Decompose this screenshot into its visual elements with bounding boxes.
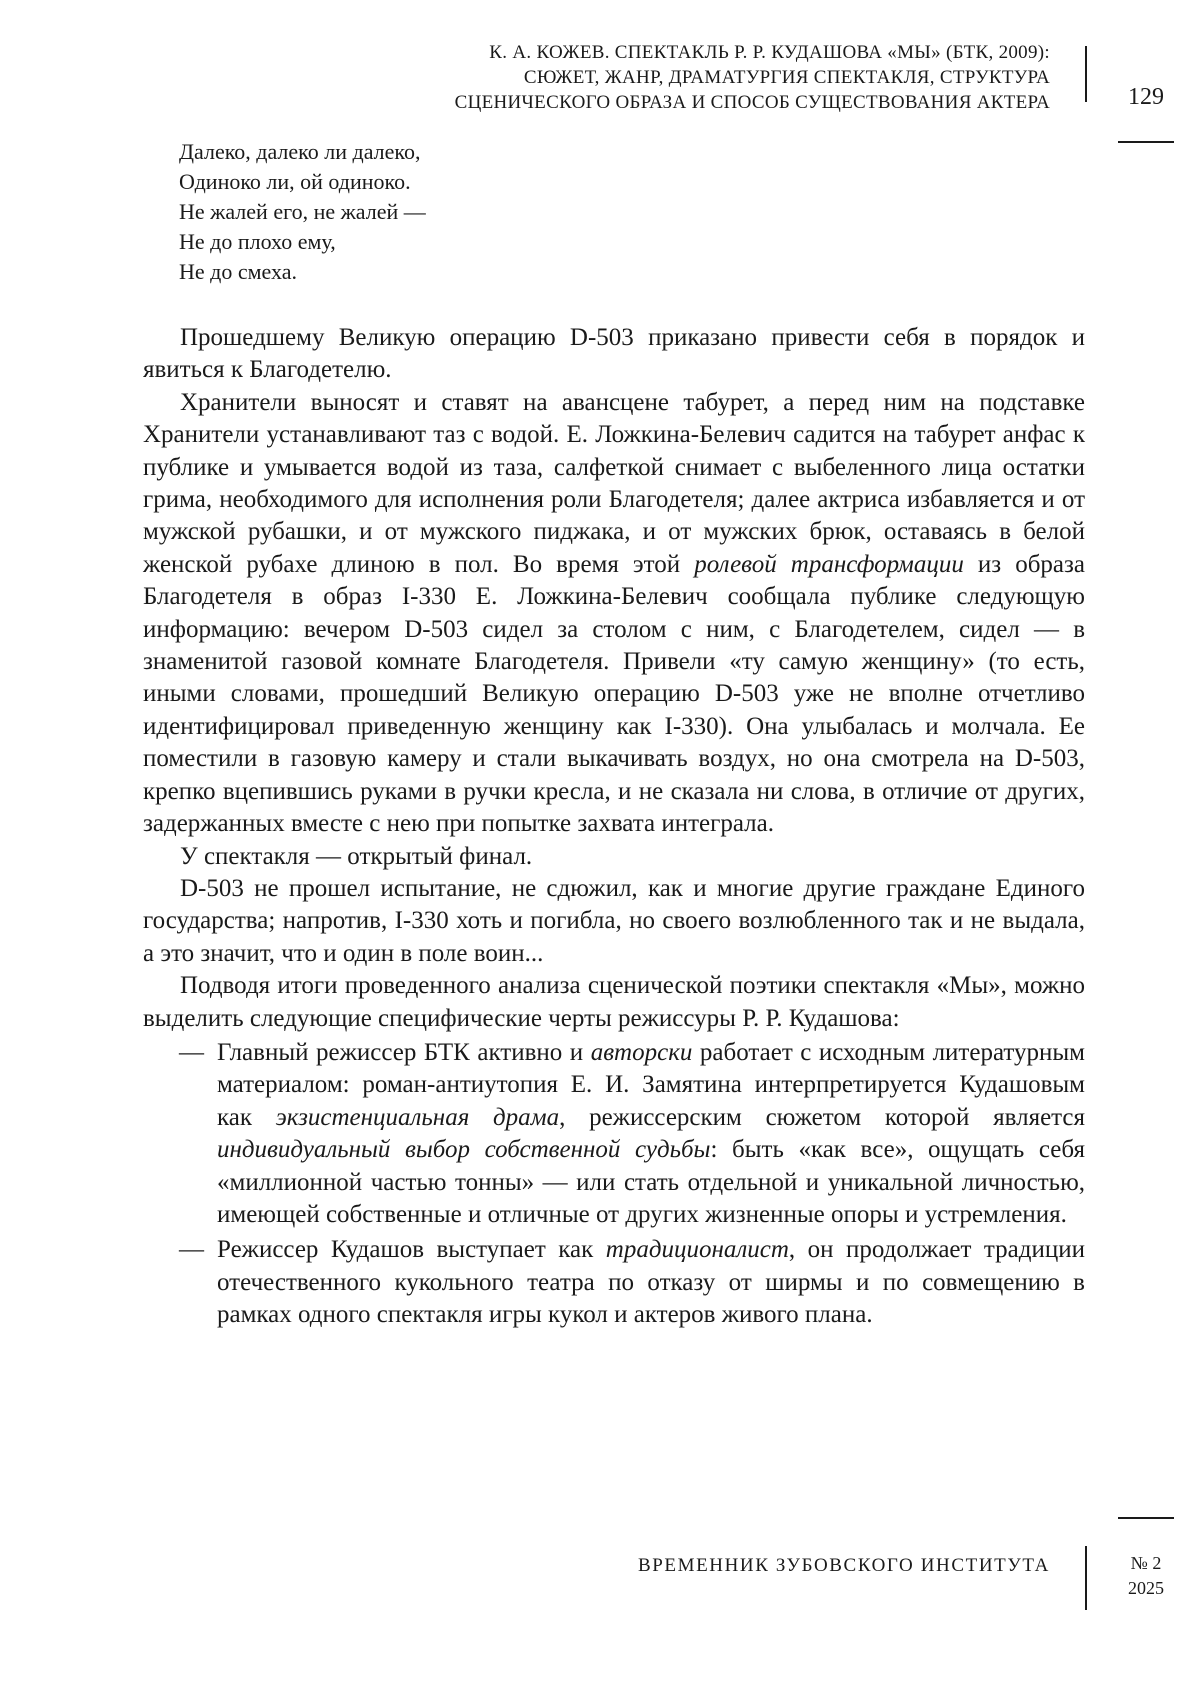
paragraph: D-503 не прошел испытание, не сдюжил, как и многие другие граждане Единого государства; напротив, I-330 хоть и погибла, но своего возлюбленного так и не выдала, а это значит, что и один в поле воин... (143, 874, 1085, 967)
header-vertical-rule (1085, 46, 1087, 102)
footer-vertical-rule (1085, 1546, 1087, 1610)
issue-info (1108, 1551, 1184, 1601)
paragraph: Прошедшему Великую операцию D-503 приказано привести себя в порядок и явиться к Благодетелю. (143, 324, 1085, 384)
list-text: Режиссер Кудашов выступает как (217, 1236, 606, 1264)
paragraph-text: из образа Благодетеля в образ I-330 Е. Ложкина-Белевич сообщала публике следующую информацию: вечером D-503 сидел за столом с ним, с Благодетелем, сидел — в знаменитой газовой комнате Благодетеля. Привели «ту самую женщину» (то есть, иными словами, прошедший Великую операцию D-503 уже не вполне отчетливо идентифицировал приведенную женщину как I-330). Она улыбалась и молчала. Ее поместили в газовую камеру и стали выкачивать воздух, но она смотрела на D-503, крепко вцепившись руками в ручки кресла, и не сказала ни слова, в отличие от других, задержанных вместе с нею при попытке захвата интеграла. (143, 550, 1085, 838)
poem-line: Одиноко ли, ой одиноко. (179, 169, 411, 194)
list-dash: — (179, 1038, 204, 1066)
italic-term: авторски (590, 1038, 693, 1066)
poem-line: Далеко, далеко ли далеко, (179, 139, 421, 164)
issue-year: 2025 (1128, 1578, 1164, 1598)
list-text: : быть «как все», ощущать себя «миллионной частью тонны» — или стать отдельной и уникальной личностью, имеющей собственные и отличные от других жизненные опоры и устремления. (217, 1136, 1085, 1228)
poem-line: Не до смеха. (179, 259, 297, 284)
italic-term: индивидуальный выбор собственной судьбы (217, 1136, 711, 1164)
running-header-line: К. А. КОЖЕВ. СПЕКТАКЛЬ Р. Р. КУДАШОВА «МЫ» (БТК, 2009): (489, 42, 1050, 63)
article-body (143, 322, 1085, 1335)
italic-term: ролевой трансформации (694, 550, 964, 578)
paragraph-text: Хранители выносят и ставят на авансцене табурет, а перед ним на подставке Хранители устанавливают таз с водой. Е. Ложкина-Белевич садится на табурет анфас к публике и умывается водой из таза, салфеткой снимает с выбеленного лица остатки грима, необходимого для исполнения роли Благодетеля; далее актриса избавляется и от мужской рубашки, и от мужского пиджака, и от мужских брюк, оставаясь в белой женской рубахе длиною в пол. Во время этой (143, 388, 1085, 578)
page-number-rule (1118, 141, 1174, 143)
poem-block (179, 137, 426, 287)
paragraph: У спектакля — открытый финал. (180, 842, 533, 870)
journal-title: ВРЕМЕННИК ЗУБОВСКОГО ИНСТИТУТА (637, 1555, 1050, 1576)
running-header-line: СЦЕНИЧЕСКОГО ОБРАЗА И СПОСОБ СУЩЕСТВОВАНИЯ АКТЕРА (454, 92, 1050, 113)
running-header (290, 40, 1050, 115)
paragraph: Подводя итоги проведенного анализа сценической поэтики спектакля «Мы», можно выделить следующие специфические черты режиссуры Р. Р. Кудашова: (143, 972, 1085, 1032)
poem-line: Не жалей его, не жалей — (179, 199, 426, 224)
running-header-line: СЮЖЕТ, ЖАНР, ДРАМАТУРГИЯ СПЕКТАКЛЯ, СТРУКТУРА (523, 67, 1050, 88)
list-item (143, 1234, 1085, 1331)
conclusions-list (143, 1037, 1085, 1332)
italic-term: традиционалист (605, 1236, 789, 1264)
paragraph (143, 387, 1085, 841)
italic-term: экзистенциальная драма (275, 1103, 560, 1131)
list-text: Главный режиссер БТК активно и (217, 1038, 591, 1066)
list-text: , он продолжает традиции отечественного кукольного театра по отказу от ширмы и по совмещению в рамках одного спектакля игры кукол и актеров живого плана. (217, 1236, 1085, 1329)
footer-rule (1118, 1517, 1174, 1519)
poem-line: Не до плохо ему, (179, 229, 336, 254)
list-dash: — (179, 1236, 204, 1264)
list-text: , режиссерским сюжетом которой является (559, 1103, 1085, 1131)
page-number: 129 (1128, 84, 1164, 110)
list-item (143, 1037, 1085, 1231)
list-text: работает с исходным литературным материалом: роман-антиутопия Е. И. Замятина интерпретируется Кудашовым как (217, 1038, 1085, 1131)
issue-number: № 2 (1130, 1553, 1162, 1573)
